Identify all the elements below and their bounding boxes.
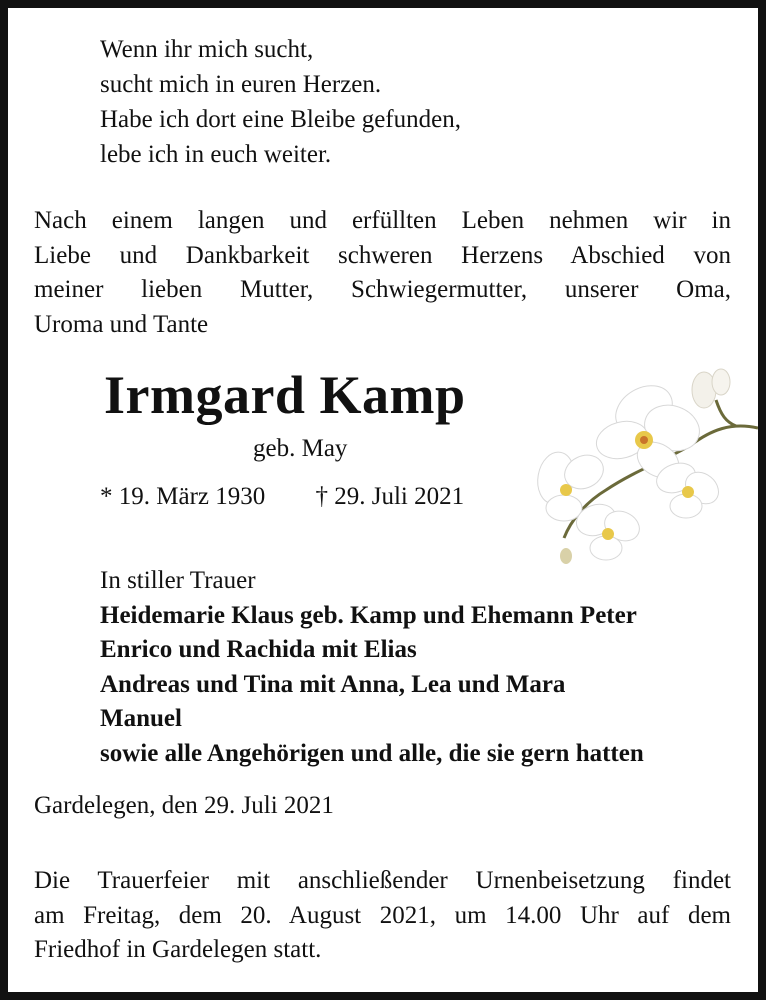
deceased-name: Irmgard Kamp xyxy=(104,365,466,425)
orchid-image xyxy=(526,360,758,568)
intro-line: meiner lieben Mutter, Schwiegermutter, unserer Oma, xyxy=(34,276,731,303)
verse-line: lebe ich in euch weiter. xyxy=(100,141,332,168)
mourner-line: Andreas und Tina mit Anna, Lea und Mara xyxy=(100,670,566,698)
mourner-line: Enrico und Rachida mit Elias xyxy=(100,636,417,663)
service-info xyxy=(34,864,731,968)
life-dates xyxy=(100,483,464,511)
place-date: Gardelegen, den 29. Juli 2021 xyxy=(34,792,334,819)
verse-line: Wenn ihr mich sucht, xyxy=(100,36,314,63)
mourning-intro: In stiller Trauer xyxy=(100,567,256,594)
mourners xyxy=(100,564,644,771)
obituary-frame xyxy=(8,8,758,992)
intro-line: Liebe und Dankbarkeit schweren Herzens Abschied von xyxy=(34,241,731,269)
intro-line: Uroma und Tante xyxy=(34,310,209,338)
service-line: am Freitag, dem 20. August 2021, um 14.00 Uhr auf dem xyxy=(34,901,731,929)
intro-text xyxy=(34,204,731,342)
birth-name: geb. May xyxy=(253,435,348,462)
death-date: † 29. Juli 2021 xyxy=(315,483,465,510)
birth-date: * 19. März 1930 xyxy=(100,483,266,510)
mourner-line: sowie alle Angehörigen und alle, die sie gern hatten xyxy=(100,739,644,767)
intro-line: Nach einem langen und erfüllten Leben nehmen wir in xyxy=(34,207,731,234)
service-line: Friedhof in Gardelegen statt. xyxy=(34,936,322,963)
mourner-line: Heidemarie Klaus geb. Kamp und Ehemann Peter xyxy=(100,601,637,629)
verse-line: sucht mich in euren Herzen. xyxy=(100,71,382,98)
verse-line: Habe ich dort eine Bleibe gefunden, xyxy=(100,106,461,133)
mourner-line: Manuel xyxy=(100,705,182,732)
service-line: Die Trauerfeier mit anschließender Urnenbeisetzung findet xyxy=(34,867,731,894)
verse xyxy=(100,32,461,172)
